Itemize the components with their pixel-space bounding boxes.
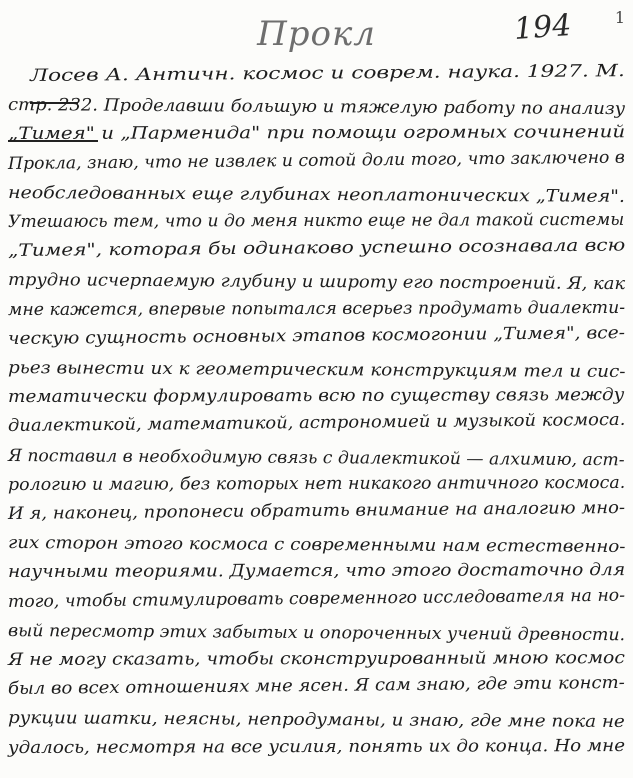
text-line: Прокла, знаю, что не извлек и сотой доли того, что заключено в: [7, 147, 626, 174]
text-line: тематически формулировать всю по существу связь между: [7, 385, 625, 408]
text-line: научными теориями. Думается, что этого достаточно для: [7, 560, 626, 583]
text-line: Лосев А. Античн. космос и соврем. наука. 1927. М.: [29, 61, 625, 86]
text-line: трудно исчерпаемую глубину и широту его построений. Я, как: [7, 270, 626, 295]
text-line: вый пересмотр этих забытых и опороченных учений древности.: [7, 620, 626, 646]
text-line: диалектикой, математикой, астрономией и музыкой космоса.: [7, 410, 626, 437]
text-line: удалось, несмотря на все усилия, понять их до конца. Но мне: [7, 735, 626, 758]
page-number: 194: [512, 8, 573, 47]
text-line: необследованных еще глубинах неоплатонических „Тимея".: [7, 182, 626, 207]
text-line: „Тимея" и „Парменида" при помощи огромных сочинений: [7, 122, 626, 145]
text-line: гих сторон этого космоса с современными нам естественно-: [7, 533, 626, 558]
text-line: Утешаюсь тем, что и до меня никто еще не дал такой системы: [7, 209, 625, 232]
text-line: того, чтобы стимулировать современного исследователя на но-: [7, 585, 626, 612]
text-line: рологию и магию, без которых нет никакого античного космоса.: [7, 472, 626, 495]
text-line: ческую сущность основных этапов космогонии „Тимея", все-: [7, 322, 626, 349]
text-line: рукции шатки, неясны, непродуманы, и знаю, где мне пока не: [7, 708, 625, 733]
text-line: Я не могу сказать, чтобы сконструированный мною космос: [7, 648, 625, 670]
text-line: стр. 232. Проделавши большую и тяжелую работу по анализу: [7, 95, 626, 120]
corner-mark: 1: [614, 8, 625, 27]
text-line: Я поставил в необходимую связь с диалектикой — алхимию, аст-: [7, 445, 625, 470]
text-line: мне кажется, впервые попытался всерьез продумать диалекти-: [7, 297, 626, 320]
text-line: И я, наконец, пропонеси обратить внимание на аналогию мно-: [7, 497, 626, 524]
text-line: „Тимея", которая бы одинаково успешно осознавала всю: [7, 235, 626, 262]
text-line: был во всех отношениях мне ясен. Я сам знаю, где эти конст-: [7, 673, 625, 700]
page-title: Прокл: [257, 14, 376, 54]
text-line: рьез вынести их к геометрическим конструкциям тел и сис-: [7, 358, 626, 382]
